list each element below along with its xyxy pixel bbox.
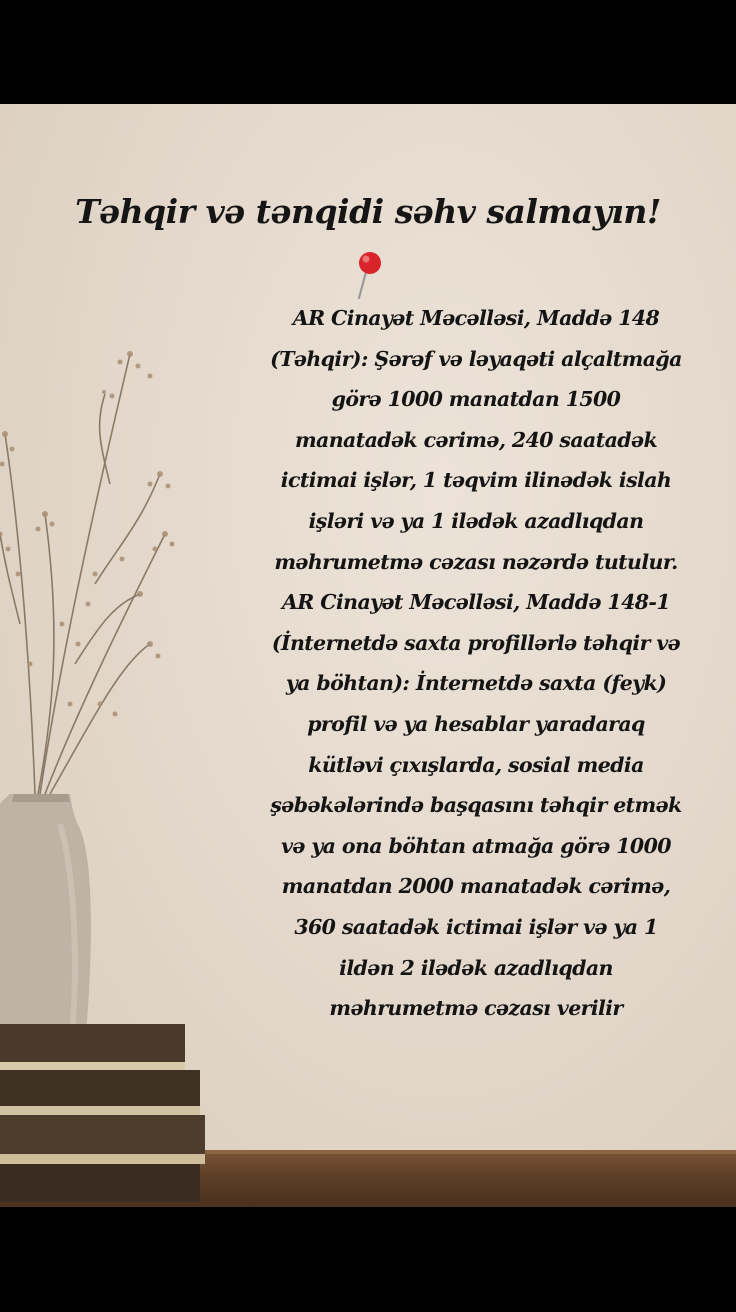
text-line: məhrumetmə cəzası verilir <box>329 996 623 1021</box>
text-line: ya böhtan): İnternetdə saxta (feyk) <box>285 671 667 696</box>
text-line: manatadək cərimə, 240 saatadək <box>294 427 658 452</box>
photo-scene <box>0 104 736 1207</box>
text-line: 360 saatadək ictimai işlər və ya 1 <box>294 914 658 939</box>
text-line: profil və ya hesablar yaradaraq <box>307 711 645 736</box>
dried-branches <box>0 354 165 794</box>
dried-flower-buds <box>0 351 175 717</box>
round-pushpin-icon <box>352 250 386 300</box>
law-article-text <box>236 298 716 1029</box>
text-line: ildən 2 ilədək azadlıqdan <box>339 955 613 980</box>
stack-of-books <box>0 1024 205 1202</box>
text-line: kütləvi çıxışlarda, sosial media <box>308 752 644 777</box>
text-line: (Təhqir): Şərəf və ləyaqəti alçaltmağa <box>270 346 682 371</box>
text-line: (İnternetdə saxta profillərlə təhqir və <box>271 630 681 655</box>
ceramic-vase <box>0 794 91 1056</box>
text-line: işləri və ya 1 ilədək azadlıqdan <box>308 508 644 533</box>
text-line: AR Cinayət Məcəlləsi, Maddə 148 <box>292 306 660 330</box>
letterbox-top <box>0 0 736 104</box>
text-line: manatdan 2000 manatadək cərimə, <box>281 874 671 899</box>
text-line: məhrumetmə cəzası nəzərdə tutulur. <box>274 549 678 574</box>
text-line: ictimai işlər, 1 təqvim ilinədək islah <box>280 468 672 493</box>
text-line: AR Cinayət Məcəlləsi, Maddə 148-1 <box>282 590 670 615</box>
text-line: və ya ona böhtan atmağa görə 1000 <box>281 833 671 858</box>
text-line: şəbəkələrində başqasını təhqir etmək <box>270 793 682 818</box>
letterbox-bottom <box>0 1207 736 1312</box>
text-line: görə 1000 manatdan 1500 <box>331 387 621 412</box>
headline-title: Təhqir və tənqidi səhv salmayın! <box>75 192 661 231</box>
